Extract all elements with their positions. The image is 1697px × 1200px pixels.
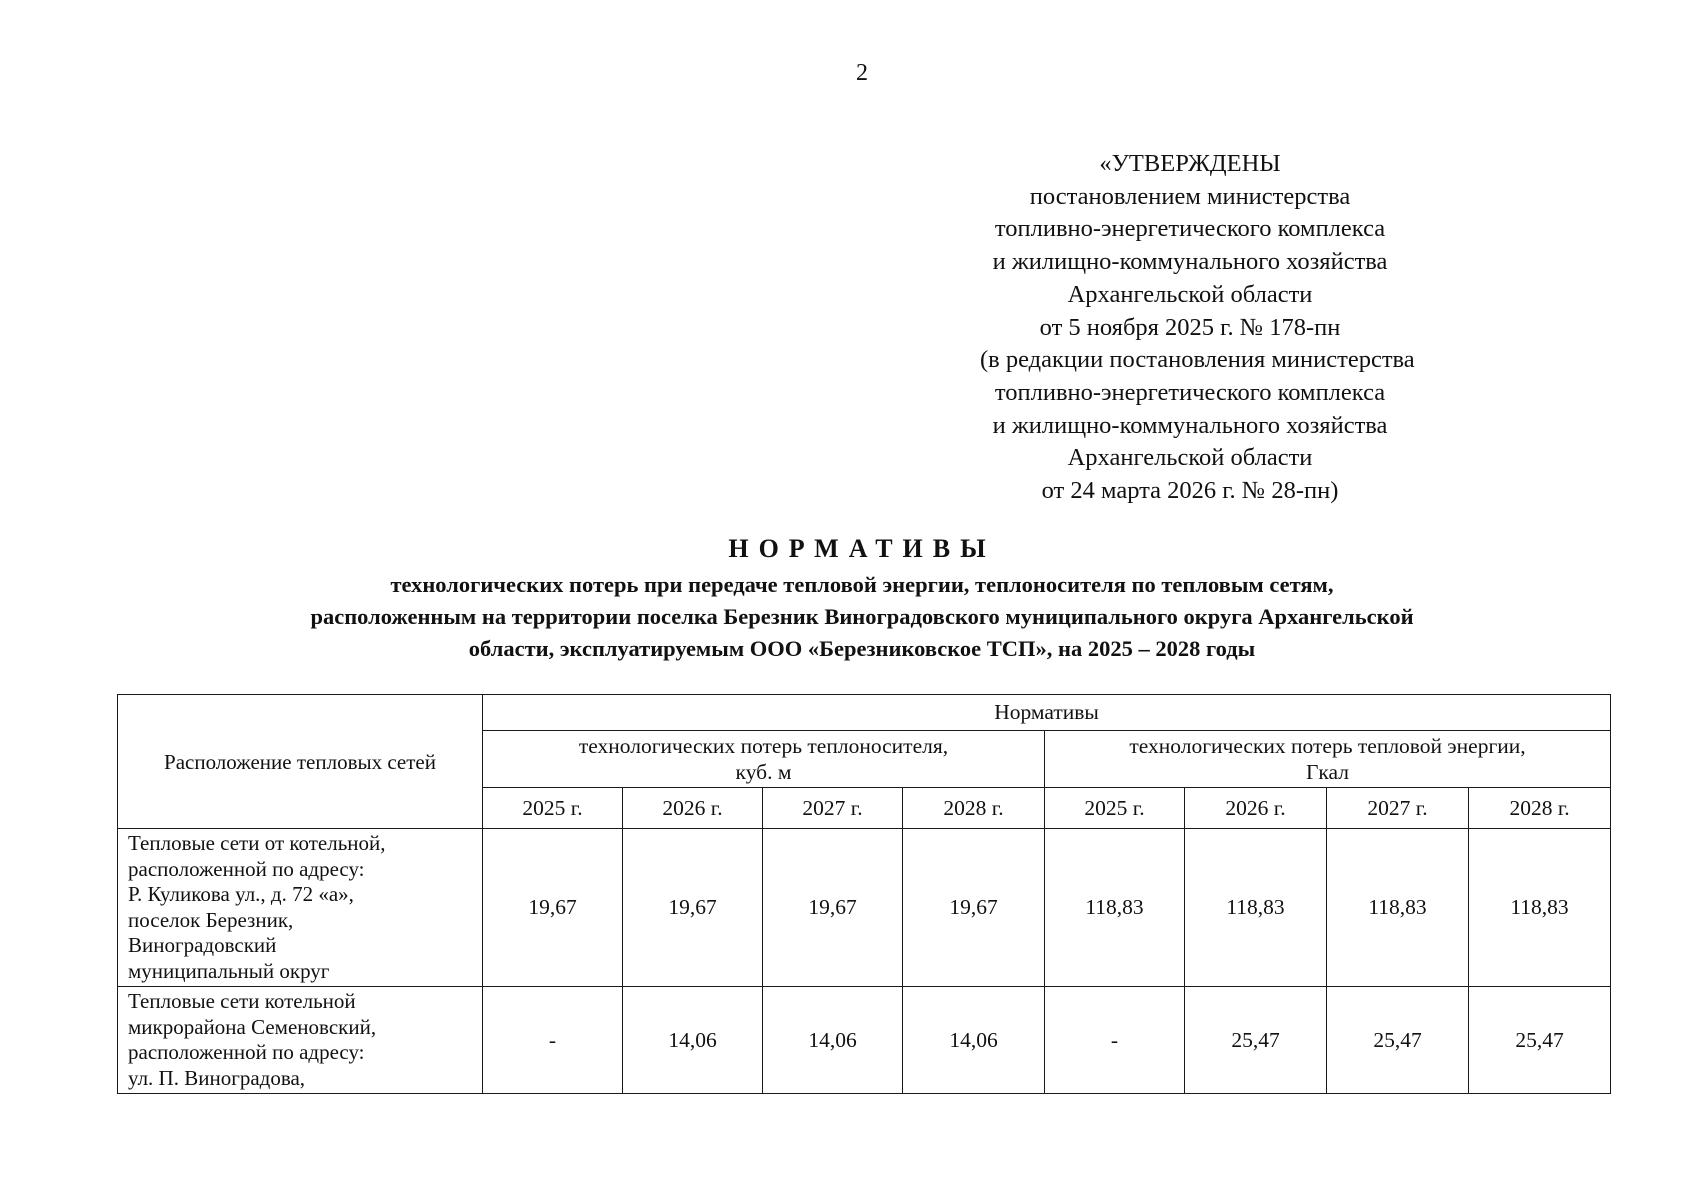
year-header: 2028 г. xyxy=(1469,788,1611,829)
approval-line: и жилищно-коммунального хозяйства xyxy=(992,411,1388,439)
value-cell: 25,47 xyxy=(1469,987,1611,1094)
approval-line: Архангельской области xyxy=(1067,280,1313,308)
value-cell: 25,47 xyxy=(1327,987,1469,1094)
value-cell: 118,83 xyxy=(1469,829,1611,987)
approval-line: и жилищно-коммунального хозяйства xyxy=(992,248,1388,276)
subtitle-line: технологических потерь при передаче тепловой энергии, теплоносителя по тепловым сетям, xyxy=(390,572,1334,597)
approval-line: топливно-энергетического комплекса xyxy=(994,378,1386,406)
location-text: Тепловые сети котельной микрорайона Семеновский, расположенной по адресу: ул. П. Виноградова, xyxy=(128,989,377,1090)
year-header: 2025 г. xyxy=(483,788,623,829)
approval-line: от 24 марта 2026 г. № 28-пн) xyxy=(1041,477,1339,505)
value-cell: 118,83 xyxy=(1327,829,1469,987)
value-cell: - xyxy=(1045,987,1185,1094)
value-cell: 14,06 xyxy=(903,987,1045,1094)
column-group-heat-losses xyxy=(1045,731,1611,788)
value-cell: 14,06 xyxy=(623,987,763,1094)
location-cell xyxy=(118,987,483,1094)
value-cell: 118,83 xyxy=(1185,829,1327,987)
year-header: 2026 г. xyxy=(623,788,763,829)
location-text: Тепловые сети от котельной, расположенной по адресу: Р. Куликова ул., д. 72 «а», поселок Березник, Виноградовский муниципальный округ xyxy=(128,831,386,983)
column-header-location: Расположение тепловых сетей xyxy=(118,695,483,829)
document-subtitle xyxy=(0,569,1697,665)
value-cell: 19,67 xyxy=(483,829,623,987)
value-cell: 118,83 xyxy=(1045,829,1185,987)
page-number: 2 xyxy=(856,60,868,86)
normatives-table xyxy=(117,694,1611,1094)
column-group-coolant-losses xyxy=(483,731,1045,788)
year-header: 2026 г. xyxy=(1185,788,1327,829)
year-header: 2027 г. xyxy=(1327,788,1469,829)
location-cell xyxy=(118,829,483,987)
document-title: НОРМАТИВЫ xyxy=(728,534,996,563)
approval-line: от 5 ноября 2025 г. № 178-пн xyxy=(1039,313,1341,341)
approval-line: «УТВЕРЖДЕНЫ xyxy=(1099,150,1281,177)
heat-losses-label: технологических потерь тепловой энергии, Гкал xyxy=(1129,734,1526,784)
subtitle-line: расположенным на территории поселка Березник Виноградовского муниципального округа Архангельской xyxy=(310,604,1414,629)
coolant-losses-label: технологических потерь теплоносителя, куб. м xyxy=(578,734,949,784)
approval-line: Архангельской области xyxy=(1067,444,1313,472)
value-cell: 19,67 xyxy=(763,829,903,987)
year-header: 2027 г. xyxy=(763,788,903,829)
subtitle-line: области, эксплуатируемым ООО «Березниковское ТСП», на 2025 – 2028 годы xyxy=(468,636,1256,661)
value-cell: 14,06 xyxy=(763,987,903,1094)
approval-line: (в редакции постановления министерства xyxy=(980,346,1415,374)
table-row xyxy=(118,829,1611,987)
column-header-normatives: Нормативы xyxy=(483,695,1611,731)
year-header: 2025 г. xyxy=(1045,788,1185,829)
approval-line: топливно-энергетического комплекса xyxy=(994,215,1386,243)
value-cell: 19,67 xyxy=(903,829,1045,987)
year-header: 2028 г. xyxy=(903,788,1045,829)
approval-line: постановлением министерства xyxy=(1029,182,1351,210)
value-cell: - xyxy=(483,987,623,1094)
table-row xyxy=(118,987,1611,1094)
value-cell: 19,67 xyxy=(623,829,763,987)
approval-block xyxy=(980,148,1415,508)
value-cell: 25,47 xyxy=(1185,987,1327,1094)
